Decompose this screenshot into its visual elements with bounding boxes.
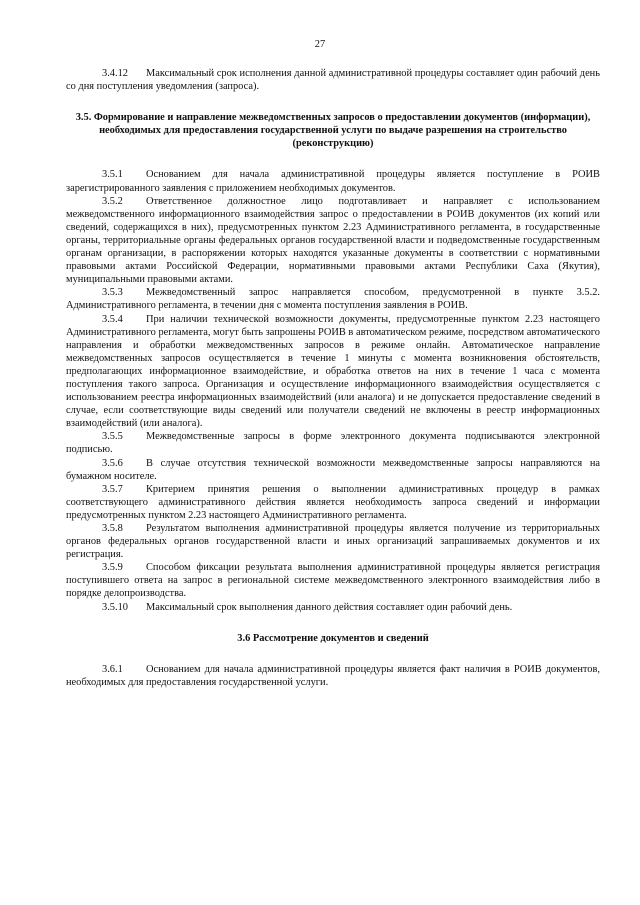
clause-text: При наличии технической возможности документы, предусмотренные пунктом 2.23 настоящего Административного регламента, могут быть запрошены РОИВ в автоматическом режиме, посредством автоматического направления и обработки межведомственных запросов в режиме онлайн. Автоматическое направление межведомственных запросов осуществляется в течение 1 минуты с момента возникновения обстоятельств, предполагающих информационное взаимодействие, и обработка ответов на них в течение 1 часа с момента поступления такого запроса. Организация и осуществление информационного взаимодействия осуществляется с использованием реестра информационных взаимодействий (или аналога) и не допускается предоставление сведений в случае, если соответствующие виды сведений или получатели сведений не включены в реестр информационных взаимодействий (или аналога). <box>66 313 600 430</box>
clause-number: 3.6.1 <box>102 663 123 675</box>
clause-number: 3.5.7 <box>102 483 123 495</box>
clause-text: В случае отсутствия технической возможности межведомственные запросы направляются на бумажном носителе. <box>66 457 600 482</box>
section-heading-3-6: 3.6 Рассмотрение документов и сведений <box>237 632 429 644</box>
paragraph-3-5-7 <box>66 483 600 522</box>
clause-number: 3.5.6 <box>102 457 123 469</box>
paragraph-3-5-8 <box>66 522 600 561</box>
paragraph-3-5-4 <box>66 313 600 431</box>
clause-text: Основанием для начала административной процедуры является факт наличия в РОИВ документов, необходимых для предоставления государственной услуги. <box>66 663 600 688</box>
clause-number: 3.5.2 <box>102 195 123 207</box>
clause-number: 3.5.3 <box>102 287 123 299</box>
paragraph-3-5-10 <box>66 601 600 614</box>
clause-text: Способом фиксации результата выполнения административной процедуры является регистрация поступившего ответа на запрос в региональной системе межведомственного электронного взаимодействия либо в порядке делопроизводства. <box>66 562 600 600</box>
document-body <box>66 67 600 689</box>
paragraph-3-5-6 <box>66 457 600 483</box>
clause-text: Ответственное должностное лицо подготавливает и направляет с использованием межведомственного информационного взаимодействия запрос о предоставлении в РОИВ документов (их копий или сведений, содержащихся в них), предусмотренных пунктом 2.23 Административного регламента, в государственные органы, территориальные органы федеральных органов государственной власти и подведомственные государственным органам организации, в распоряжении которых находятся указанные документы в соответствии с нормативными правовыми актами Российской Федерации, нормативными правовыми актами Республики Саха (Якутия), муниципальными правовыми актами. <box>66 195 600 286</box>
paragraph-3-6-1 <box>66 663 600 689</box>
page-number: 27 <box>314 39 326 50</box>
clause-number: 3.5.1 <box>102 169 123 181</box>
clause-number: 3.5.4 <box>102 313 123 325</box>
clause-text: Основанием для начала административной процедуры является поступление в РОИВ зарегистрированного заявления с приложением необходимых документов. <box>66 169 600 194</box>
clause-number: 3.5.10 <box>102 601 128 613</box>
paragraph-3-5-2 <box>66 195 600 287</box>
clause-number: 3.5.9 <box>102 562 123 574</box>
section-heading-3-5: 3.5. Формирование и направление межведомственных запросов о предоставлении документов (информации), необходимых для предоставления государственной услуги по выдаче разрешения на строительство (реконструкцию) <box>75 112 591 150</box>
clause-text: Критерием принятия решения о выполнении административных процедур в рамках соответствующего административного действия является необходимость запроса сведений и информации предусмотренных пунктом 2.23 настоящего Административного регламента. <box>66 483 600 521</box>
clause-text: Максимальный срок исполнения данной административной процедуры составляет один рабочий день со дня поступления уведомления (запроса). <box>66 68 600 93</box>
clause-number: 3.5.8 <box>102 523 123 534</box>
clause-text: Результатом выполнения административной процедуры является получение из территориальных органов федеральных органов государственной власти и иных организаций запрашиваемых документов и их регистрация. <box>66 523 600 561</box>
paragraph-3-5-9 <box>66 561 600 600</box>
clause-text: Максимальный срок выполнения данного действия составляет один рабочий день. <box>146 601 513 613</box>
paragraph-3-5-1 <box>66 168 600 194</box>
paragraph-3-4-12 <box>66 67 600 93</box>
paragraph-3-5-3 <box>66 286 600 312</box>
clause-text: Межведомственный запрос направляется способом, предусмотренной в пункте 3.5.2. Административного регламента, в течении дня с момента поступления заявления в РОИВ. <box>66 287 600 312</box>
clause-text: Межведомственные запросы в форме электронного документа подписываются электронной подписью. <box>66 431 600 456</box>
clause-number: 3.5.5 <box>102 431 123 443</box>
paragraph-3-5-5 <box>66 430 600 456</box>
clause-number: 3.4.12 <box>102 68 128 79</box>
